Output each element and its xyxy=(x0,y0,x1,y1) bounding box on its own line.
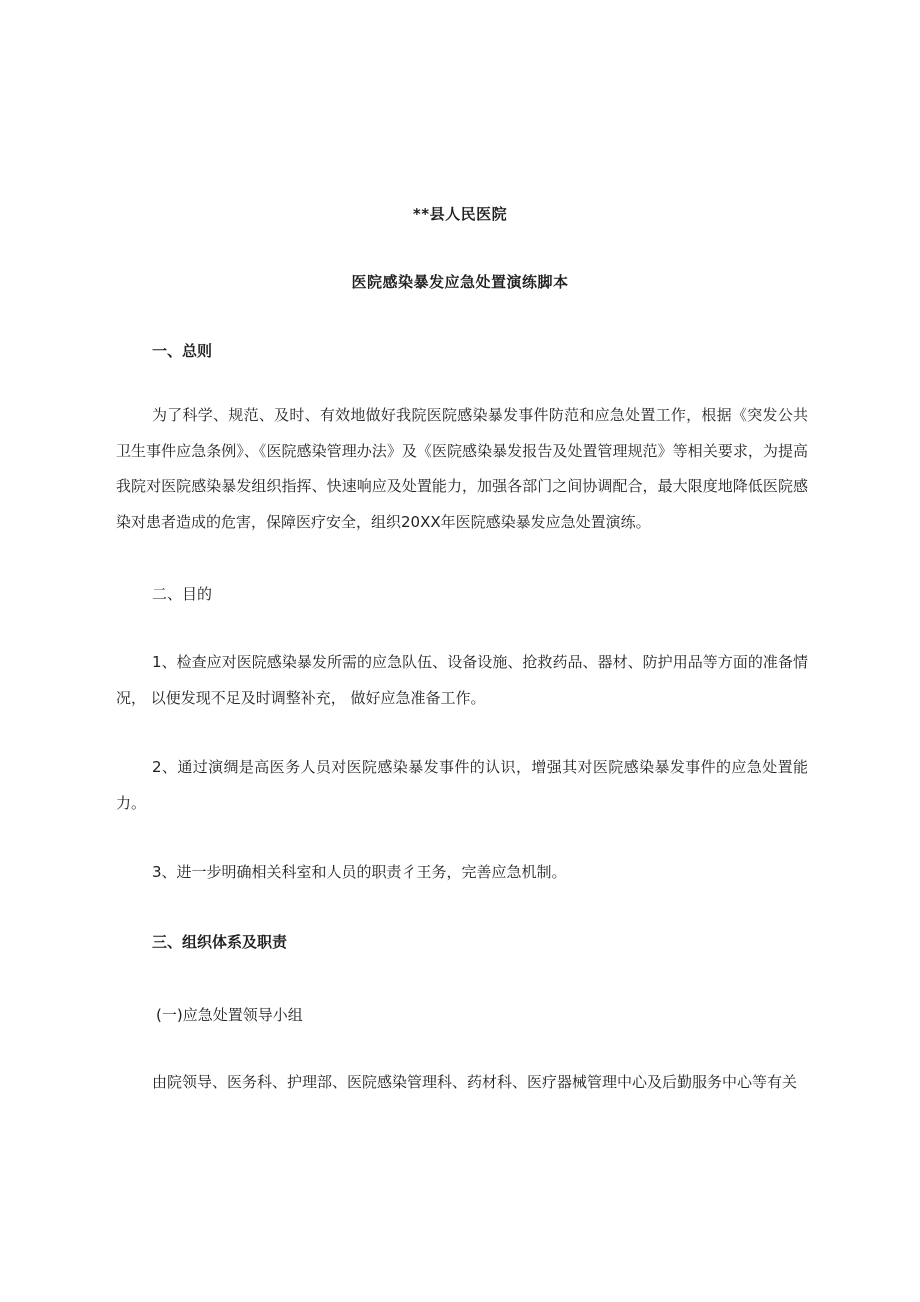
section-general-paragraph: 为了科学、规范、及时、有效地做好我院医院感染暴发事件防范和应急处置工作，根据《突发公共卫生事件应急条例》、《医院感染管理办法》及《医院感染暴发报告及处置管理规范》等相关要求，为提高我院对医院感染暴发组织指挥、快速响应及处置能力，加强各部门之间协调配合，最大限度地降低医院感染对患者造成的危害，保障医疗安全，组织20XX年医院感染暴发应急处置演练。 xyxy=(116,406,808,531)
section-general-heading: 一、总则 xyxy=(152,342,213,360)
purpose-item-2: 2、通过演绸是高医务人员对医院感染暴发事件的认识，增强其对医院感染暴发事件的应急处置能力。 xyxy=(116,758,808,812)
document-title: 医院感染暴发应急处置演练脚本 xyxy=(351,273,569,291)
hospital-name: **县人民医院 xyxy=(412,205,508,223)
purpose-item-1: 1、检查应对医院感染暴发所需的应急队伍、设备设施、抢救药品、器材、防护用品等方面的准备情况， 以便发现不足及时调整补充， 做好应急准备工作。 xyxy=(116,653,808,707)
organization-paragraph: 由院领导、医务科、护理部、医院感染管理科、药材科、医疗器械管理中心及后勤服务中心等有关 xyxy=(152,1073,798,1091)
purpose-item-3: 3、进一步明确相关科室和人员的职责彳王务，完善应急机制。 xyxy=(152,863,567,881)
organization-subheading: (一)应急处置领导小组 xyxy=(156,1006,303,1024)
section-purpose-heading: 二、目的 xyxy=(152,585,213,603)
section-organization-heading: 三、组织体系及职责 xyxy=(152,933,288,951)
